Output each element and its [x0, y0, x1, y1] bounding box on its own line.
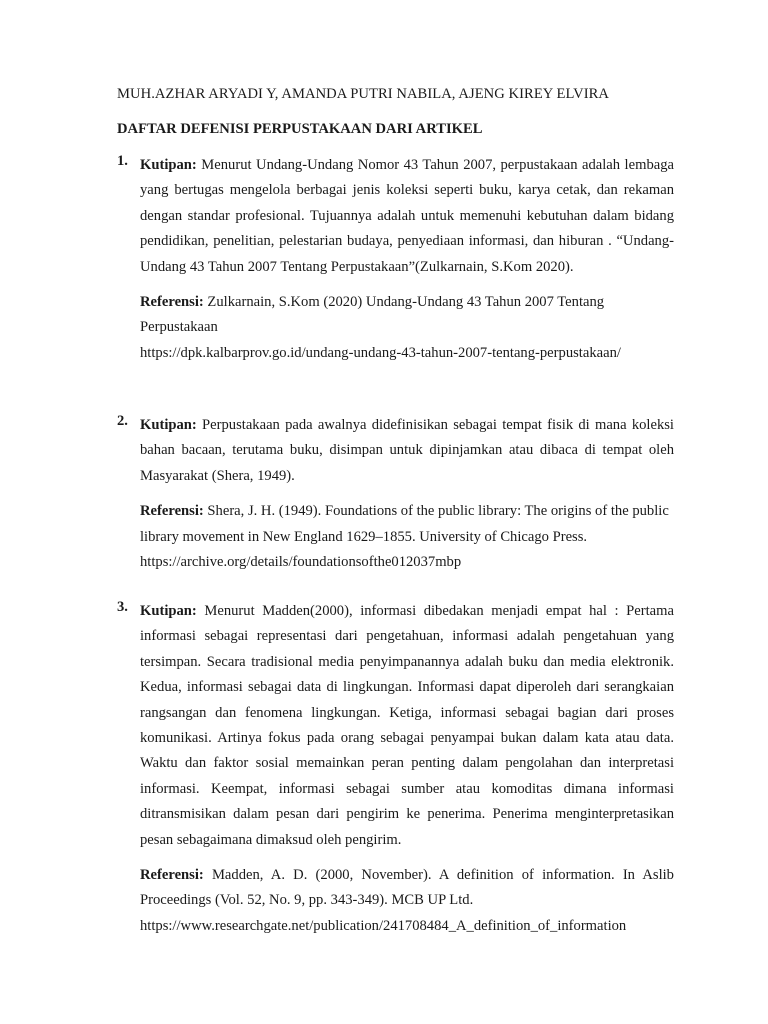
entry-number: 1. [117, 153, 128, 169]
reference-text: Zulkarnain, S.Kom (2020) Undang-Undang 43 Tahun 2007 Tentang Perpustakaan [140, 294, 605, 336]
entry-number: 3. [117, 599, 128, 615]
reference-paragraph [140, 863, 674, 939]
reference-label: Referensi: [140, 867, 204, 884]
quote-paragraph [140, 153, 674, 280]
reference-text: Shera, J. H. (1949). Foundations of the public library: The origins of the public library movement in New England 1629–1855. University of Chicago Press. [140, 503, 669, 545]
quote-paragraph [140, 599, 674, 853]
reference-label: Referensi: [140, 503, 204, 520]
reference-url[interactable]: https://www.researchgate.net/publication/241708484_A_definition_of_information [140, 917, 627, 934]
quote-label: Kutipan: [140, 603, 197, 619]
reference-text: Madden, A. D. (2000, November). A definition of information. In Aslib Proceedings (Vol. 52, No. 9, pp. 343-349). MCB UP Ltd. [140, 867, 674, 909]
quote-label: Kutipan: [140, 417, 197, 433]
quote-paragraph [140, 413, 674, 489]
quote-text: Menurut Undang-Undang Nomor 43 Tahun 2007, perpustakaan adalah lembaga yang bertugas mengelola berbagai jenis koleksi seperti buku, karya cetak, dan rekaman dengan standar profesional. Tujuannya adalah untuk memenuhi kebutuhan dalam bidang pendidikan, penelitian, pelestarian budaya, penyediaan informasi, dan hiburan . “Undang-Undang 43 Tahun 2007 Tentang Perpustakaan”(Zulkarnain, S.Kom 2020). [140, 157, 674, 275]
definition-entry-1 [117, 153, 674, 366]
quote-label: Kutipan: [140, 157, 197, 173]
definition-entry-3 [117, 599, 674, 939]
reference-url[interactable]: https://archive.org/details/foundationsofthe012037mbp [140, 554, 462, 571]
reference-label: Referensi: [140, 294, 204, 311]
document-title: DAFTAR DEFENISI PERPUSTAKAAN DARI ARTIKEL [117, 121, 483, 137]
entry-number: 2. [117, 413, 128, 429]
reference-url[interactable]: https://dpk.kalbarprov.go.id/undang-undang-43-tahun-2007-tentang-perpustakaan/ [140, 344, 621, 361]
reference-paragraph [140, 499, 674, 575]
definition-entry-2 [117, 413, 674, 575]
authors-line: MUH.AZHAR ARYADI Y, AMANDA PUTRI NABILA, AJENG KIREY ELVIRA [117, 86, 609, 102]
reference-paragraph [140, 290, 674, 366]
quote-text: Perpustakaan pada awalnya didefinisikan sebagai tempat fisik di mana koleksi bahan bacaan, terutama buku, disimpan untuk dipinjamkan atau dibaca di tempat oleh Masyarakat (Shera, 1949). [140, 417, 674, 484]
quote-text: Menurut Madden(2000), informasi dibedakan menjadi empat hal : Pertama informasi sebagai representasi dari pengetahuan, informasi adalah pengetahuan yang tersimpan. Secara tradisional media penyimpanannya adalah buku dan media elektronik. Kedua, informasi sebagai data di lingkungan. Informasi dapat diperoleh dari serangkaian rangsangan dan fenomena lingkungan. Ketiga, informasi sebagai bagian dari proses komunikasi. Artinya fokus pada orang sebagai penyampai bukan dalam kata atau data. Waktu dan faktor sosial memainkan peran penting dalam pengolahan dan interpretasi informasi. Keempat, informasi sebagai sumber atau komoditas dimana informasi ditransmisikan dalam pesan dari pengirim ke penerima. Penerima menginterpretasikan pesan sebagaimana dimaksud oleh pengirim. [140, 603, 674, 848]
